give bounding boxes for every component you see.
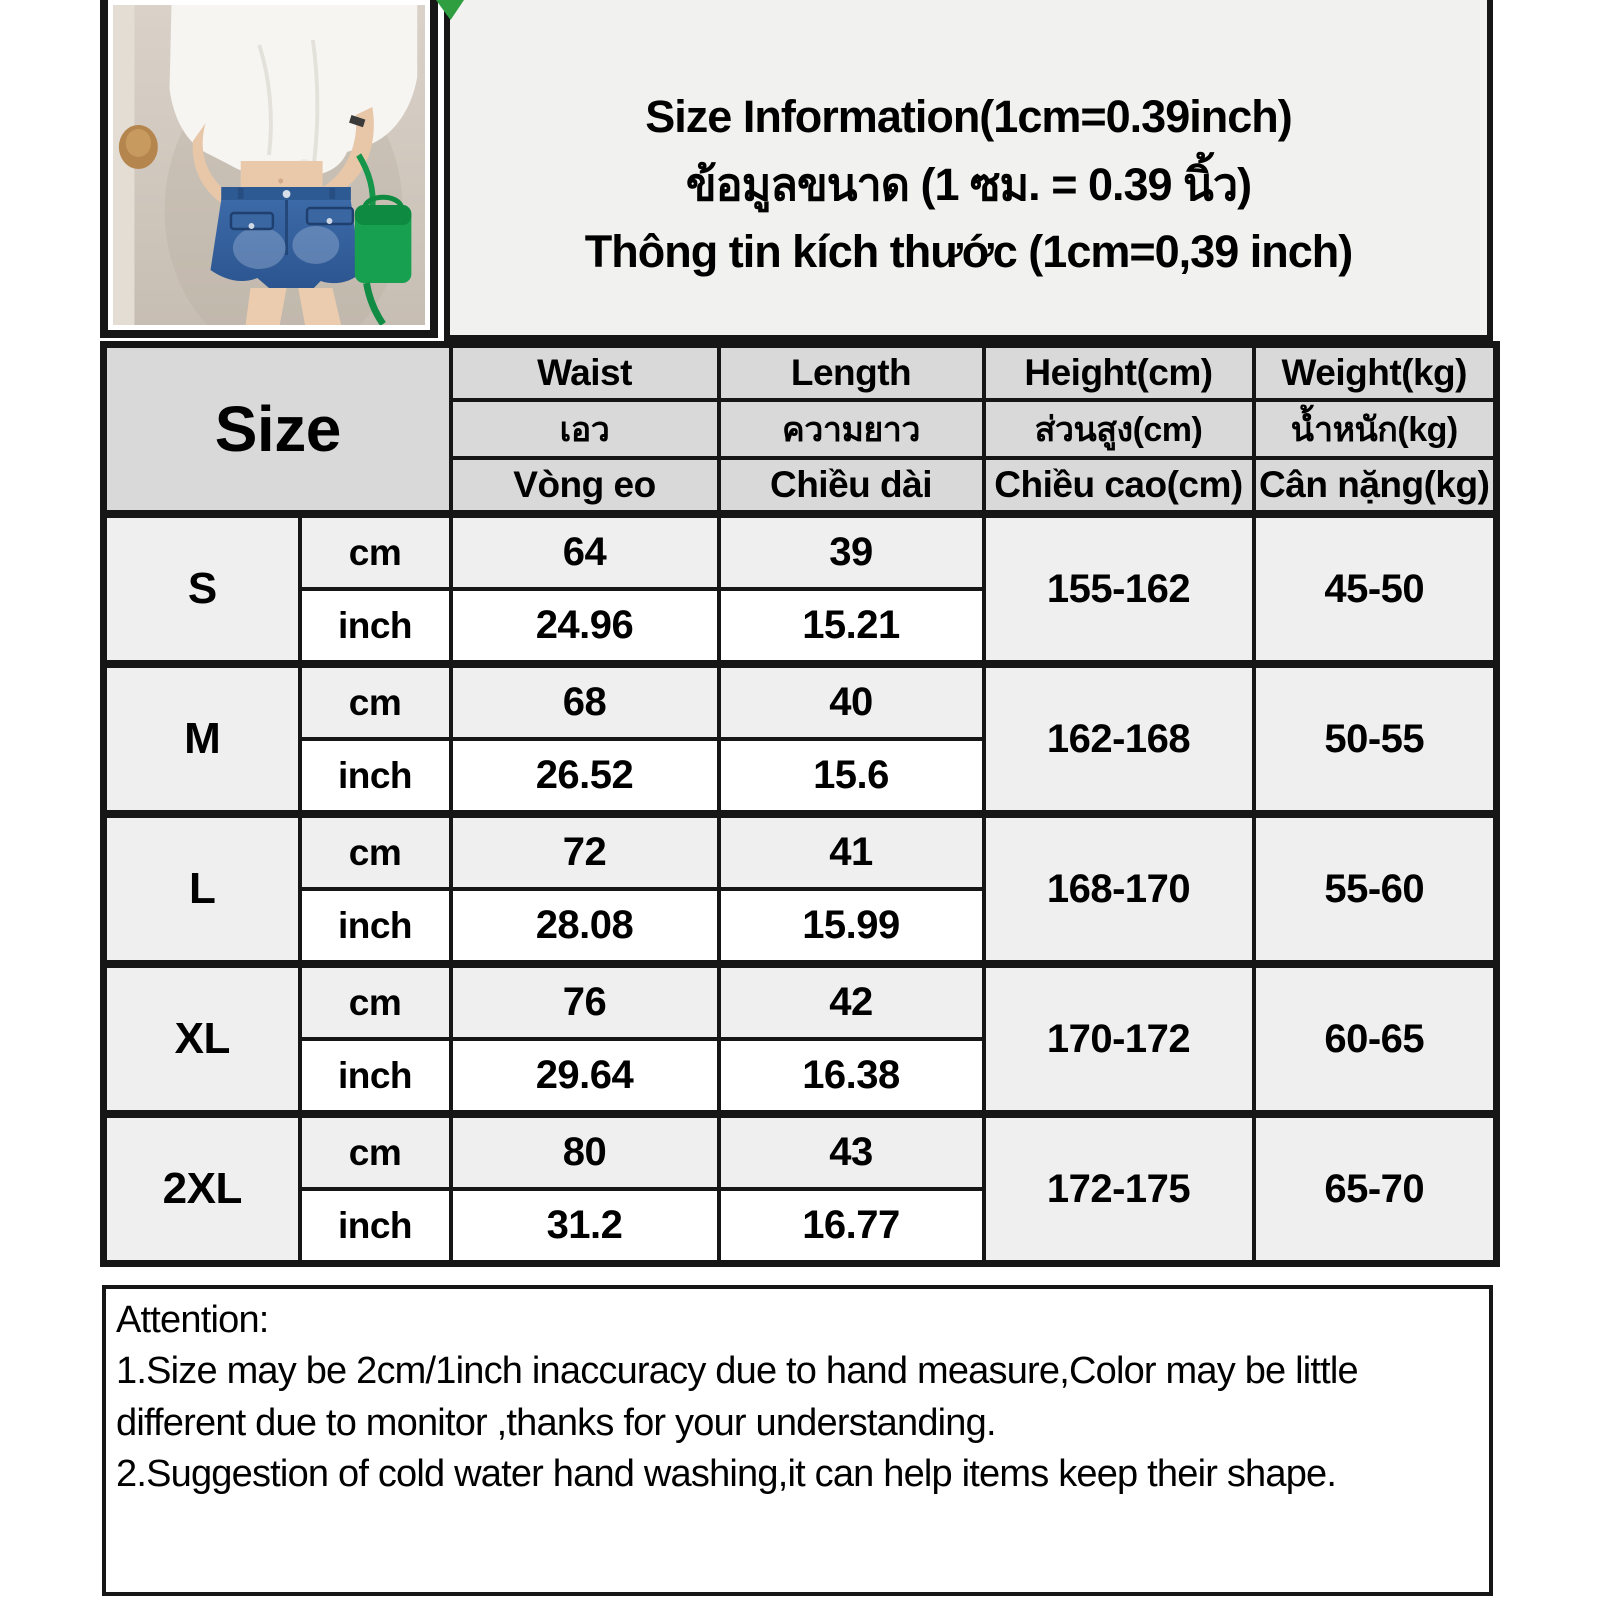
product-photo-illustration	[113, 5, 425, 325]
unit-inch-cell: inch	[300, 1039, 451, 1114]
unit-inch-cell: inch	[300, 1189, 451, 1264]
title-english: Size Information(1cm=0.39inch)	[645, 91, 1292, 143]
weight-value: 65-70	[1254, 1114, 1497, 1264]
length-cm-value: 41	[719, 814, 984, 889]
attention-box	[102, 1285, 1493, 1596]
height-value: 172-175	[984, 1114, 1254, 1264]
waist-inch-value: 31.2	[451, 1189, 719, 1264]
product-photo	[100, 0, 438, 338]
green-bag-flap	[355, 205, 412, 225]
height-value: 155-162	[984, 514, 1254, 664]
title-thai: ข้อมูลขนาด (1 ซม. = 0.39 นิ้ว)	[685, 158, 1252, 210]
attention-note-2: 2.Suggestion of cold water hand washing,it can help items keep their shape.	[116, 1452, 1337, 1495]
unit-cm-cell: cm	[300, 964, 451, 1039]
size-header-cell: Size	[104, 345, 451, 515]
header-length-vi: Chiều dài	[719, 458, 984, 514]
length-cm-value: 40	[719, 664, 984, 739]
waist-cm-value: 64	[451, 514, 719, 589]
unit-inch-cell: inch	[300, 739, 451, 814]
length-cm-value: 42	[719, 964, 984, 1039]
unit-cm-cell: cm	[300, 664, 451, 739]
waist-cm-value: 68	[451, 664, 719, 739]
waist-inch-value: 24.96	[451, 589, 719, 664]
pocket-button	[327, 218, 333, 224]
table-row-s-cm	[104, 514, 1497, 589]
length-cm-value: 43	[719, 1114, 984, 1189]
table-row-m-cm	[104, 664, 1497, 739]
waist-cm-value: 80	[451, 1114, 719, 1189]
belt-loop	[238, 188, 244, 199]
table-row-l-cm	[104, 814, 1497, 889]
header-row-english	[104, 345, 1497, 401]
table-row-2xl-cm	[104, 1114, 1497, 1189]
size-label-cell: M	[104, 664, 300, 814]
unit-inch-cell: inch	[300, 589, 451, 664]
denim-wash-right	[292, 226, 339, 264]
header-height-en: Height(cm)	[984, 345, 1254, 401]
height-value: 168-170	[984, 814, 1254, 964]
weight-value: 60-65	[1254, 964, 1497, 1114]
attention-heading: Attention:	[116, 1299, 269, 1341]
waist-inch-value: 29.64	[451, 1039, 719, 1114]
pocket-button	[249, 223, 255, 229]
header-weight-en: Weight(kg)	[1254, 345, 1497, 401]
height-value: 170-172	[984, 964, 1254, 1114]
header-height-th: ส่วนสูง(cm)	[984, 400, 1254, 458]
title-vietnamese: Thông tin kích thước (1cm=0,39 inch)	[584, 226, 1353, 278]
wooden-wall-knob-highlight	[126, 129, 151, 157]
skirt-button	[283, 190, 291, 198]
size-label-cell: L	[104, 814, 300, 964]
left-leg	[246, 288, 287, 325]
title-box	[444, 0, 1493, 341]
length-inch-value: 15.99	[719, 889, 984, 964]
unit-inch-cell: inch	[300, 889, 451, 964]
unit-cm-cell: cm	[300, 814, 451, 889]
belt-loop	[329, 188, 335, 199]
header-weight-vi: Cân nặng(kg)	[1254, 458, 1497, 514]
weight-value: 50-55	[1254, 664, 1497, 814]
length-inch-value: 15.21	[719, 589, 984, 664]
size-label-cell: XL	[104, 964, 300, 1114]
size-table	[100, 341, 1500, 1267]
table-row-xl-cm	[104, 964, 1497, 1039]
length-inch-value: 16.77	[719, 1189, 984, 1264]
length-inch-value: 15.6	[719, 739, 984, 814]
header-waist-th: เอว	[451, 400, 719, 458]
unit-cm-cell: cm	[300, 514, 451, 589]
length-inch-value: 16.38	[719, 1039, 984, 1114]
waist-inch-value: 26.52	[451, 739, 719, 814]
waist-cm-value: 76	[451, 964, 719, 1039]
length-cm-value: 39	[719, 514, 984, 589]
navel	[278, 179, 283, 184]
unit-cm-cell: cm	[300, 1114, 451, 1189]
attention-note-1: 1.Size may be 2cm/1inch inaccuracy due to hand measure,Color may be little different due to monitor ,thanks for your understanding.	[116, 1350, 1358, 1444]
height-value: 162-168	[984, 664, 1254, 814]
header-waist-en: Waist	[451, 345, 719, 401]
weight-value: 45-50	[1254, 514, 1497, 664]
size-label-cell: 2XL	[104, 1114, 300, 1264]
weight-value: 55-60	[1254, 814, 1497, 964]
header-height-vi: Chiều cao(cm)	[984, 458, 1254, 514]
header-length-en: Length	[719, 345, 984, 401]
denim-wash-left	[233, 227, 286, 269]
header-length-th: ความยาว	[719, 400, 984, 458]
waist-inch-value: 28.08	[451, 889, 719, 964]
size-label-cell: S	[104, 514, 300, 664]
header-weight-th: น้ำหนัก(kg)	[1254, 400, 1497, 458]
waist-cm-value: 72	[451, 814, 719, 889]
header-waist-vi: Vòng eo	[451, 458, 719, 514]
